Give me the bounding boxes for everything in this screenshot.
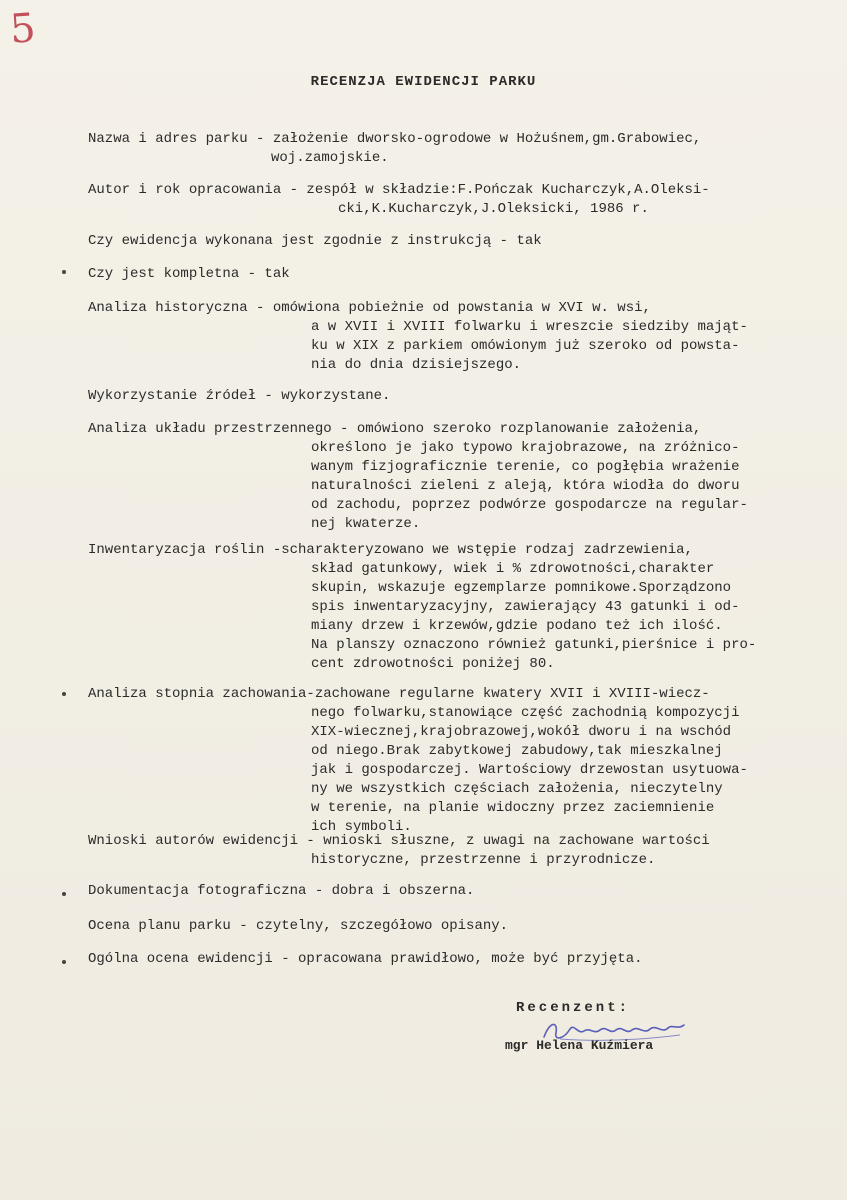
text-line: ny we wszystkich częściach założenia, nieczytelny [311,781,723,797]
text-line: Autor i rok opracowania - zespół w składzie:F.Pończak Kucharczyk,A.Oleksi- [88,182,710,198]
text-line: cki,K.Kucharczyk,J.Oleksicki, 1986 r. [338,201,649,217]
text-line: Nazwa i adres parku - założenie dworsko-ogrodowe w Hożuśnem,gm.Grabowiec, [88,131,702,147]
text-line: spis inwentaryzacyjny, zawierający 43 gatunki i od- [311,599,740,615]
margin-dot [62,270,66,274]
text-line: Analiza stopnia zachowania-zachowane regularne kwatery XVII i XVIII-wiecz- [88,686,710,702]
text-line: naturalności zieleni z aleją, która wiodła do dworu [311,478,740,494]
margin-dot [62,960,66,964]
margin-dot [62,892,66,896]
handwritten-page-number: 5 [8,5,38,53]
text-line: określono je jako typowo krajobrazowe, na zróżnico- [311,440,740,456]
text-line: woj.zamojskie. [271,150,389,166]
text-line: od niego.Brak zabytkowej zabudowy,tak mieszkalnej [311,743,723,759]
text-line: Ocena planu parku - czytelny, szczegółowo opisany. [88,918,509,934]
text-line: skład gatunkowy, wiek i % zdrowotności,charakter [311,561,715,577]
reviewer-label: Recenzent: [516,1000,631,1016]
text-line: Wnioski autorów ewidencji - wnioski słuszne, z uwagi na zachowane wartości [88,833,710,849]
text-line: Analiza układu przestrzennego - omówiono szeroko rozplanowanie założenia, [88,421,702,437]
text-line: Czy jest kompletna - tak [88,266,290,282]
text-line: historyczne, przestrzenne i przyrodnicze. [311,852,656,868]
text-line: Inwentaryzacja roślin -scharakteryzowano we wstępie rodzaj zadrzewienia, [88,542,693,558]
text-line: wanym fizjograficznie terenie, co pogłębia wrażenie [311,459,740,475]
text-line: skupin, wskazuje egzemplarze pomnikowe.Sporządzono [311,580,732,596]
margin-dot [62,692,66,696]
text-line: Dokumentacja fotograficzna - dobra i obszerna. [88,883,475,899]
text-line: a w XVII i XVIII folwarku i wreszcie siedziby mająt- [311,319,748,335]
text-line: Ogólna ocena ewidencji - opracowana prawidłowo, może być przyjęta. [88,951,643,967]
text-line: nej kwaterze. [311,516,421,532]
text-line: Wykorzystanie źródeł - wykorzystane. [88,388,391,404]
text-line: Czy ewidencja wykonana jest zgodnie z instrukcją - tak [88,233,542,249]
document-title: RECENZJA EWIDENCJI PARKU [310,74,537,90]
text-line: cent zdrowotności poniżej 80. [311,656,555,672]
reviewer-name: mgr Helena Kuźmiera [505,1038,654,1053]
text-line: Na planszy oznaczono również gatunki,pierśnice i pro- [311,637,757,653]
text-line: nego folwarku,stanowiące część zachodnią kompozycji [311,705,740,721]
text-line: Analiza historyczna - omówiona pobieżnie od powstania w XVI w. wsi, [88,300,651,316]
text-line: w terenie, na planie widoczny przez zaciemnienie [311,800,715,816]
text-line: ich symboli. [311,819,412,835]
text-line: nia do dnia dzisiejszego. [311,357,522,373]
text-line: jak i gospodarczej. Wartościowy drzewostan usytuowa- [311,762,748,778]
text-line: miany drzew i krzewów,gdzie podano też ich ilość. [311,618,723,634]
text-line: ku w XIX z parkiem omówionym już szeroko od powsta- [311,338,740,354]
text-line: od zachodu, poprzez podwórze gospodarcze na regular- [311,497,748,513]
text-line: XIX-wiecznej,krajobrazowej,wokół dworu i na wschód [311,724,732,740]
